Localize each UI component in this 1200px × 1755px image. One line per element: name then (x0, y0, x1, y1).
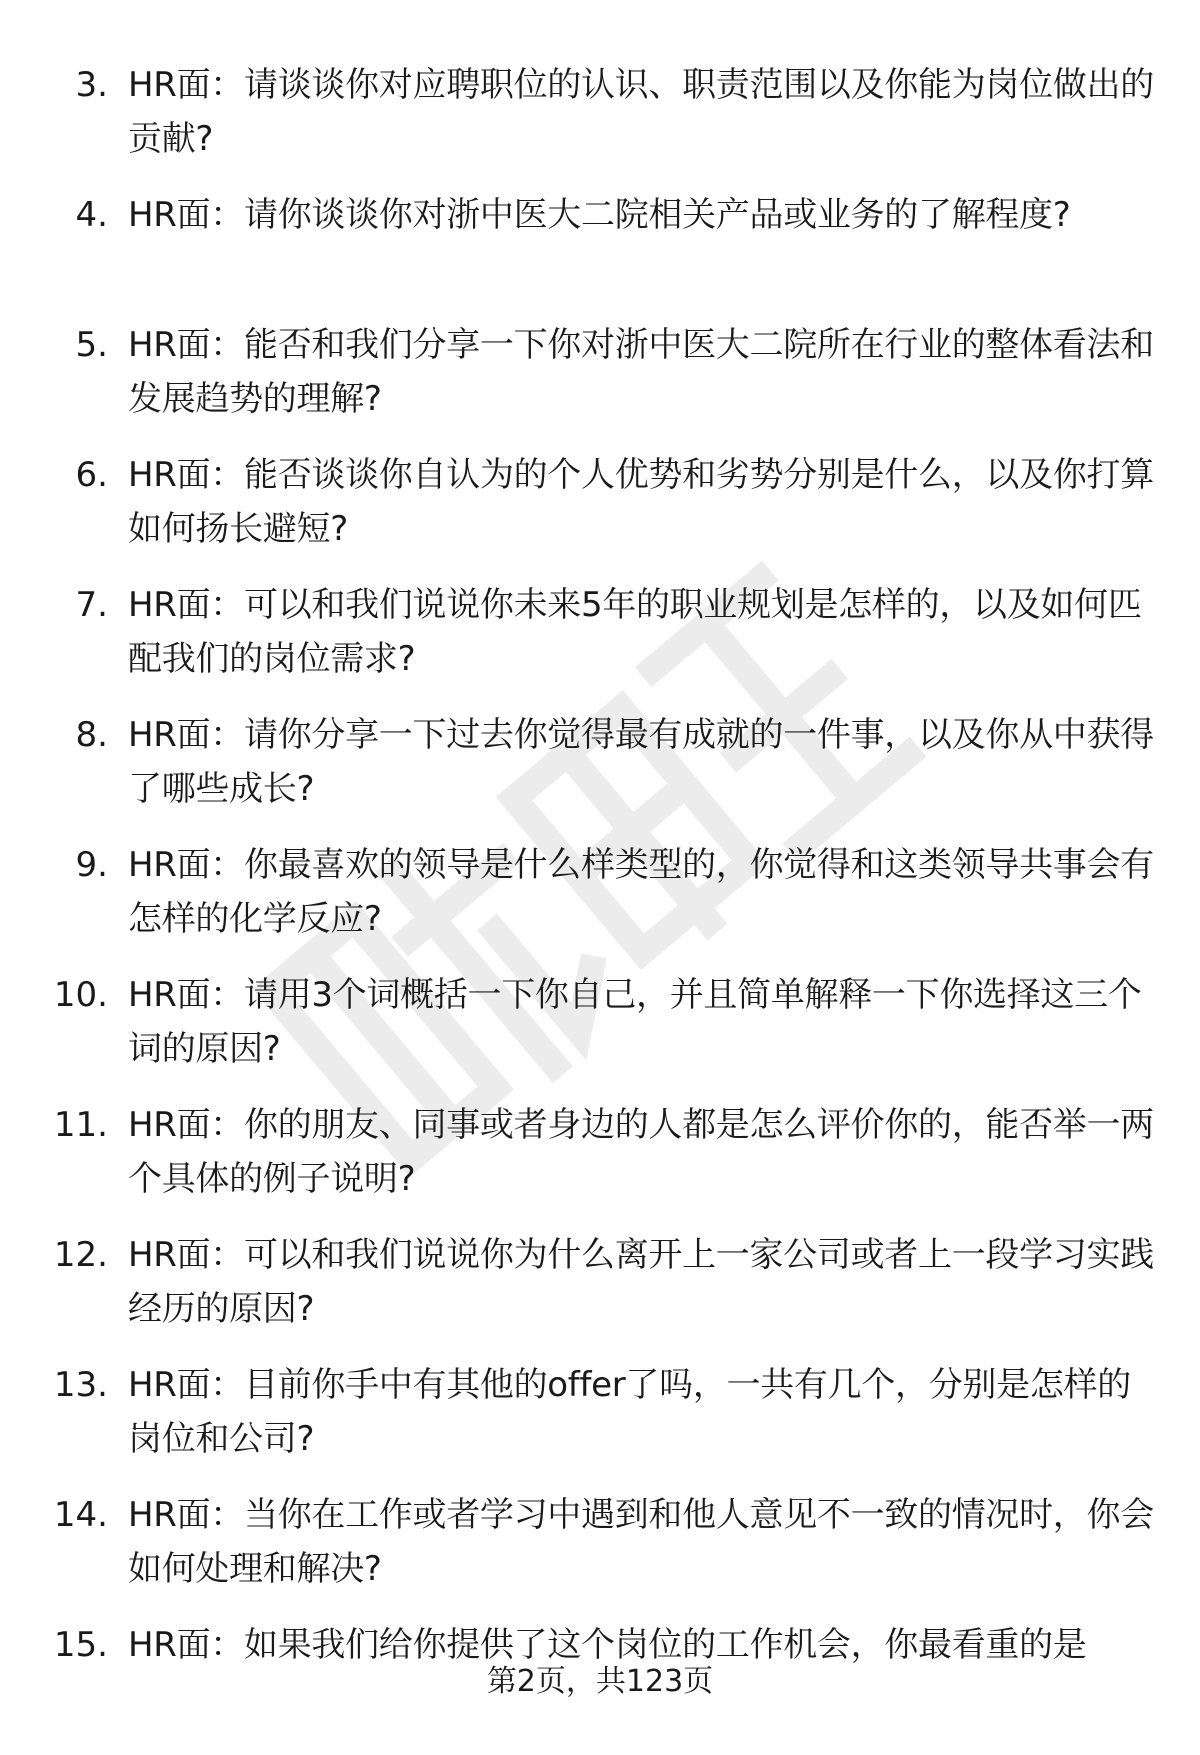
question-number: 14. (53, 1495, 108, 1535)
question-list (0, 58, 1200, 1748)
question-text: HR面：能否谈谈你自认为的个人优势和劣势分别是什么，以及你打算如何扬长避短? (128, 455, 1154, 549)
question-text: HR面：请你分享一下过去你觉得最有成就的一件事，以及你从中获得了哪些成长? (128, 715, 1154, 809)
question-item (0, 838, 1200, 968)
question-number: 10. (53, 975, 108, 1015)
question-text: HR面：可以和我们说说你未来5年的职业规划是怎样的，以及如何匹配我们的岗位需求? (128, 585, 1142, 679)
question-text: HR面：可以和我们说说你为什么离开上一家公司或者上一段学习实践经历的原因? (128, 1235, 1154, 1329)
question-item (0, 1228, 1200, 1358)
question-number: 5. (75, 325, 108, 365)
question-number: 3. (75, 65, 108, 105)
question-text: HR面：你最喜欢的领导是什么样类型的，你觉得和这类领导共事会有怎样的化学反应? (128, 845, 1154, 939)
question-text: HR面：目前你手中有其他的offer了吗，一共有几个，分别是怎样的岗位和公司? (128, 1365, 1131, 1459)
question-text: HR面：当你在工作或者学习中遇到和他人意见不一致的情况时，你会如何处理和解决? (128, 1495, 1154, 1589)
question-number: 13. (53, 1365, 108, 1405)
question-item (0, 448, 1200, 578)
question-text: HR面：请用3个词概括一下你自己，并且简单解释一下你选择这三个词的原因? (128, 975, 1142, 1069)
question-item (0, 58, 1200, 188)
question-number: 15. (53, 1625, 108, 1665)
question-item (0, 578, 1200, 708)
page-indicator: 第2页，共123页 (486, 1664, 714, 1699)
question-item (0, 1358, 1200, 1488)
question-item (0, 1488, 1200, 1618)
question-text: HR面：能否和我们分享一下你对浙中医大二院所在行业的整体看法和发展趋势的理解? (128, 325, 1154, 419)
question-number: 6. (75, 455, 108, 495)
question-text: HR面：请谈谈你对应聘职位的认识、职责范围以及你能为岗位做出的贡献? (128, 65, 1154, 159)
question-text: HR面：你的朋友、同事或者身边的人都是怎么评价你的，能否举一两个具体的例子说明? (128, 1105, 1154, 1199)
question-number: 11. (53, 1105, 108, 1145)
question-text: HR面：请你谈谈你对浙中医大二院相关产品或业务的了解程度? (128, 195, 1071, 235)
question-item (0, 188, 1200, 318)
question-number: 8. (75, 715, 108, 755)
question-number: 7. (75, 585, 108, 625)
question-item (0, 968, 1200, 1098)
question-item (0, 708, 1200, 838)
question-number: 4. (75, 195, 108, 235)
question-item (0, 1098, 1200, 1228)
question-item (0, 318, 1200, 448)
question-text: HR面：如果我们给你提供了这个岗位的工作机会，你最看重的是 (128, 1625, 1087, 1665)
question-number: 9. (75, 845, 108, 885)
question-number: 12. (53, 1235, 108, 1275)
